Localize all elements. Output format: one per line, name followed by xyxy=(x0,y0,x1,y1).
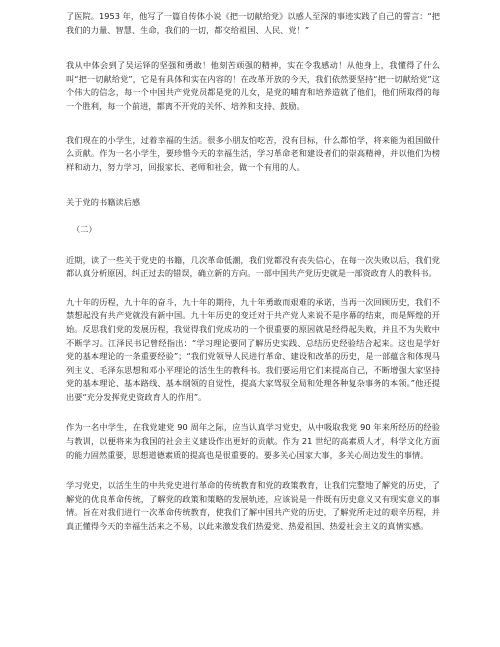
section-subtitle: （二） xyxy=(72,223,97,234)
paragraph-3: 我们现在的小学生，过着幸福的生活。很多小朋友怕吃苦，没有目标，什么都怕学，将来能为祖国做什么贡献。作为一名小学生，要珍惜今天的幸福生活，学习革命老和建设者们的崇高精神，并以他们为榜样和动力，努力学习，回报家长、老师和社会，做一个有用的人。 xyxy=(66,134,440,172)
paragraph-5: 九十年的历程，九十年的奋斗，九十年的期待，九十年勇敢而艰难的承诺，当再一次回顾历史，我们不禁想起没有共产党就没有新中国。九十年历史的变迁对于共产党人来说不是序幕的结束，而是辉煌的开始。反思我们党的发展历程，我觉得我们党成功的一个很重要的原因就是经得起失败，并且不为失败中不断学习。江泽民书记曾经指出：“学习理论要同了解历史实践、总结历史经验结合起来。这也是学好党的基本理论的一条重要经验”；“我们党领导人民进行革命、建设和改革的历史，是一部蕴含和体现马列主义、毛泽东思想和邓小平理论的活生生的教科书。我们要运用它们来提高自己，不断增强大家坚持党的基本理论、基本路线、基本纲领的自觉性，提高大家驾驭全局和处理各种复杂事务的本领。”他还提出要“充分发挥党史资政育人的作用”。 xyxy=(66,296,440,402)
paragraph-6: 作为一名中学生，在我党建党 90 周年之际，应当认真学习党史，从中吸取我党 90 年来所经历的经验与教训，以便将来为我国的社会主义建设作出更好的贡献。作为 21 世纪的高素质人才，科学文化方面的能力固然重要，思想道德素质的提高也是很重要的。要多关心国家大事，多关心周边发生的事情。 xyxy=(66,422,440,460)
section-title: 关于党的书籍读后感 xyxy=(66,197,141,208)
paragraph-2: 我从中体会到了吴运铎的坚强和勇敢！他刻苦顽强的精神，实在令我感动！从他身上，我懂得了什么叫“把一切献给党”，它是有具体和实在内容的！在改革开放的今天，我们依然要坚持“把一切献给党”这个伟大的信念，每一个中国共产党党员都是党的儿女，是党的哺育和培养造就了他们，他们所取得的每一个胜利，每一个前进，都离不开党的关怀、培养和支持、鼓励。 xyxy=(66,60,440,111)
paragraph-1: 了医院。1953 年，他写了一篇自传体小说《把一切献给党》以感人至深的事迹实践了自己的誓言：“把我们的力量、智慧、生命，我们的一切，都交给祖国、人民、党！” xyxy=(66,11,440,35)
paragraph-4: 近期，读了一些关于党史的书籍，几次革命低潮，我们党都没有丧失信心，在每一次失败以后，我们党都认真分析原因，纠正过去的错误，确立新的方向。一部中国共产党历史就是一部资政育人的教科书。 xyxy=(66,254,440,279)
paragraph-7: 学习党史，以活生生的中共党史进行革命的传统教育和党的政策教育，让我们完整地了解党的历史，了解党的优良革命传统，了解党的政策和策略的发展轨迹，应该说是一件既有历史意义又有现实意义的事情。旨在对我们进行一次革命传统教育，使我们了解中国共产党的历史，了解党所走过的艰辛历程，并真正懂得今天的幸福生活来之不易，以此来激发我们热爱党、热爱祖国、热爱社会主义的真情实感。 xyxy=(66,480,440,532)
